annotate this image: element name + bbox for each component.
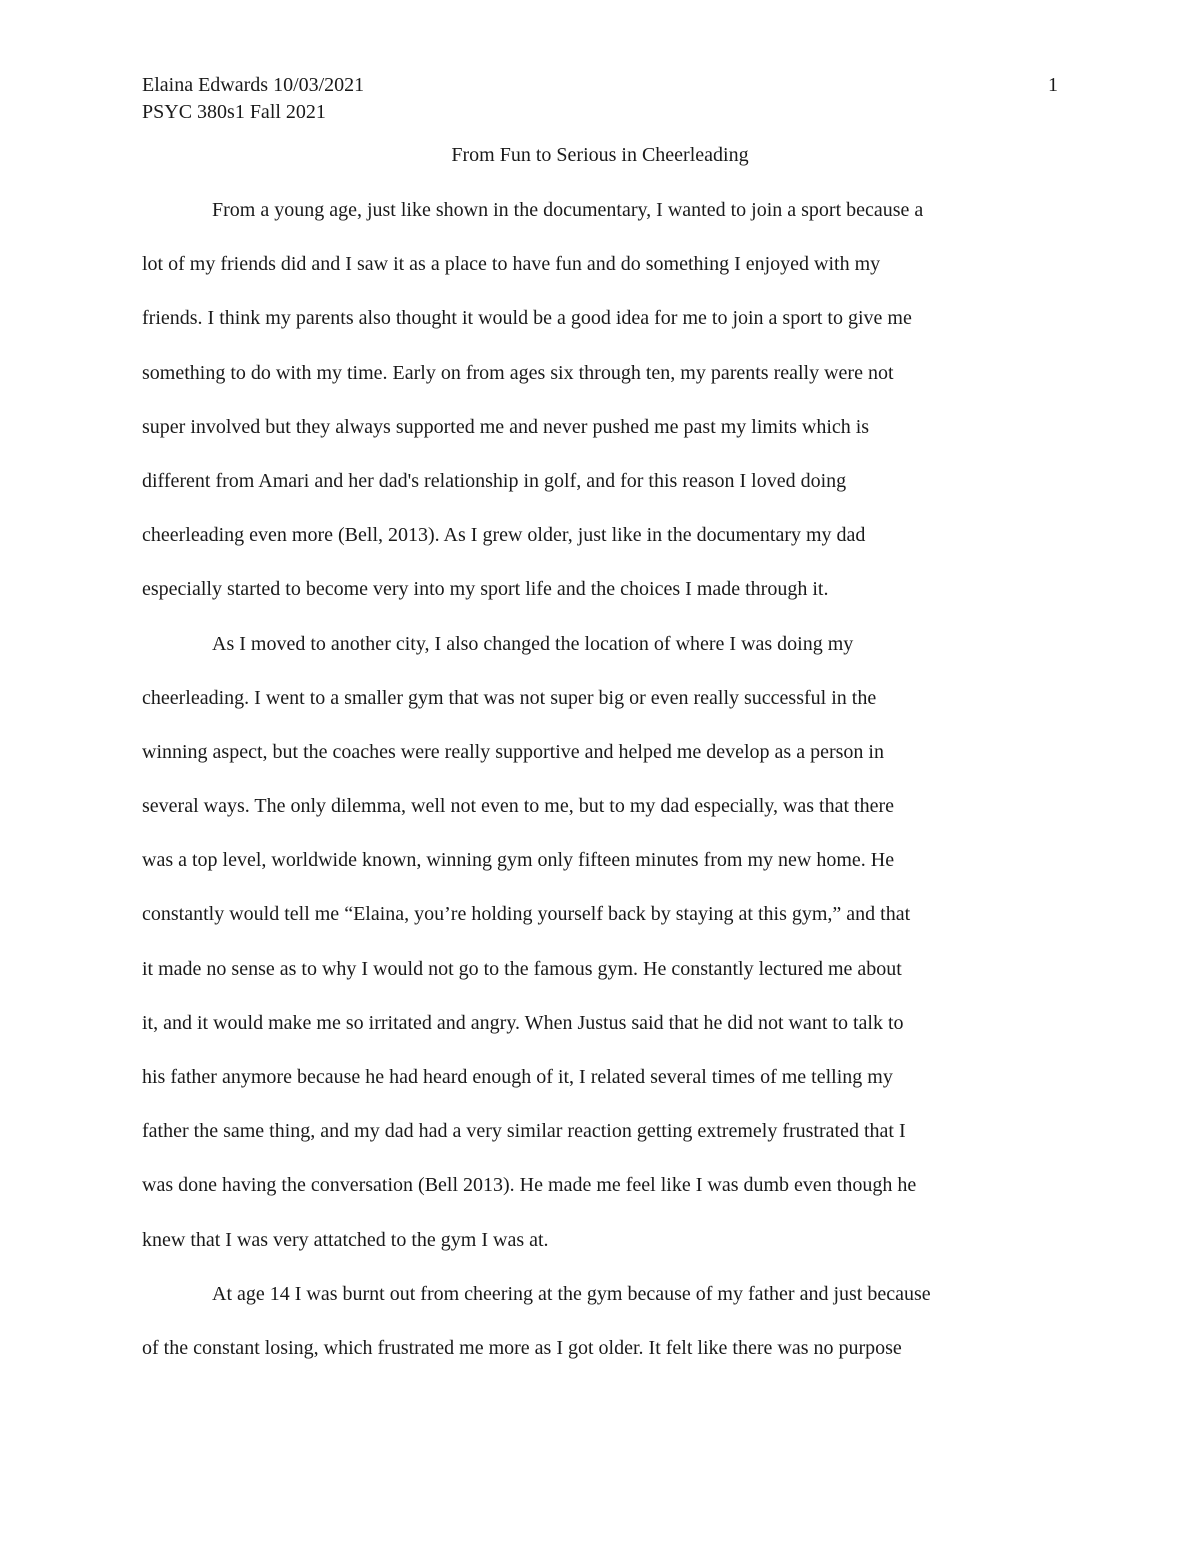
text-line: of the constant losing, which frustrated me more as I got older. It felt like there was no purpose xyxy=(142,1336,902,1359)
text-line: As I moved to another city, I also changed the location of where I was doing my xyxy=(212,632,854,655)
text-line: it made no sense as to why I would not go to the famous gym. He constantly lectured me about xyxy=(142,957,902,980)
text-line: it, and it would make me so irritated and angry. When Justus said that he did not want to talk to xyxy=(142,1011,904,1034)
text-line: several ways. The only dilemma, well not even to me, but to my dad especially, was that there xyxy=(142,795,895,818)
text-line: super involved but they always supported me and never pushed me past my limits which is xyxy=(142,415,870,438)
page-number: 1 xyxy=(1048,74,1058,96)
text-line: cheerleading. I went to a smaller gym that was not super big or even really successful in the xyxy=(142,686,877,709)
text-line: something to do with my time. Early on from ages six through ten, my parents really were not xyxy=(142,361,894,384)
essay-body xyxy=(142,197,1058,1389)
text-line: lot of my friends did and I saw it as a place to have fun and do something I enjoyed with my xyxy=(142,253,881,276)
text-line: his father anymore because he had heard enough of it, I related several times of me telling my xyxy=(142,1066,893,1088)
text-line: knew that I was very attatched to the gym I was at. xyxy=(142,1228,549,1251)
course-name: PSYC 380s1 Fall 2021 xyxy=(142,101,326,123)
text-line: especially started to become very into my sport life and the choices I made through it. xyxy=(142,578,829,601)
text-line: At age 14 I was burnt out from cheering at the gym because of my father and just because xyxy=(212,1282,931,1305)
text-line: was a top level, worldwide known, winning gym only fifteen minutes from my new home. He xyxy=(142,849,895,872)
text-line: different from Amari and her dad's relationship in golf, and for this reason I loved doing xyxy=(142,469,847,492)
text-line: cheerleading even more (Bell, 2013). As I grew older, just like in the documentary my dad xyxy=(142,524,866,547)
text-line: was done having the conversation (Bell 2013). He made me feel like I was dumb even though he xyxy=(142,1174,917,1197)
author-date: Elaina Edwards 10/03/2021 xyxy=(142,74,365,96)
essay-title: From Fun to Serious in Cheerleading xyxy=(451,144,749,166)
text-line: father the same thing, and my dad had a very similar reaction getting extremely frustrated that I xyxy=(142,1120,906,1143)
text-line: From a young age, just like shown in the documentary, I wanted to join a sport because a xyxy=(212,199,924,221)
running-header xyxy=(142,72,364,126)
text-line: winning aspect, but the coaches were really supportive and helped me develop as a person in xyxy=(142,740,884,763)
text-line: friends. I think my parents also thought it would be a good idea for me to join a sport to give me xyxy=(142,307,912,330)
text-line: constantly would tell me “Elaina, you’re holding yourself back by staying at this gym,” and that xyxy=(142,903,911,926)
